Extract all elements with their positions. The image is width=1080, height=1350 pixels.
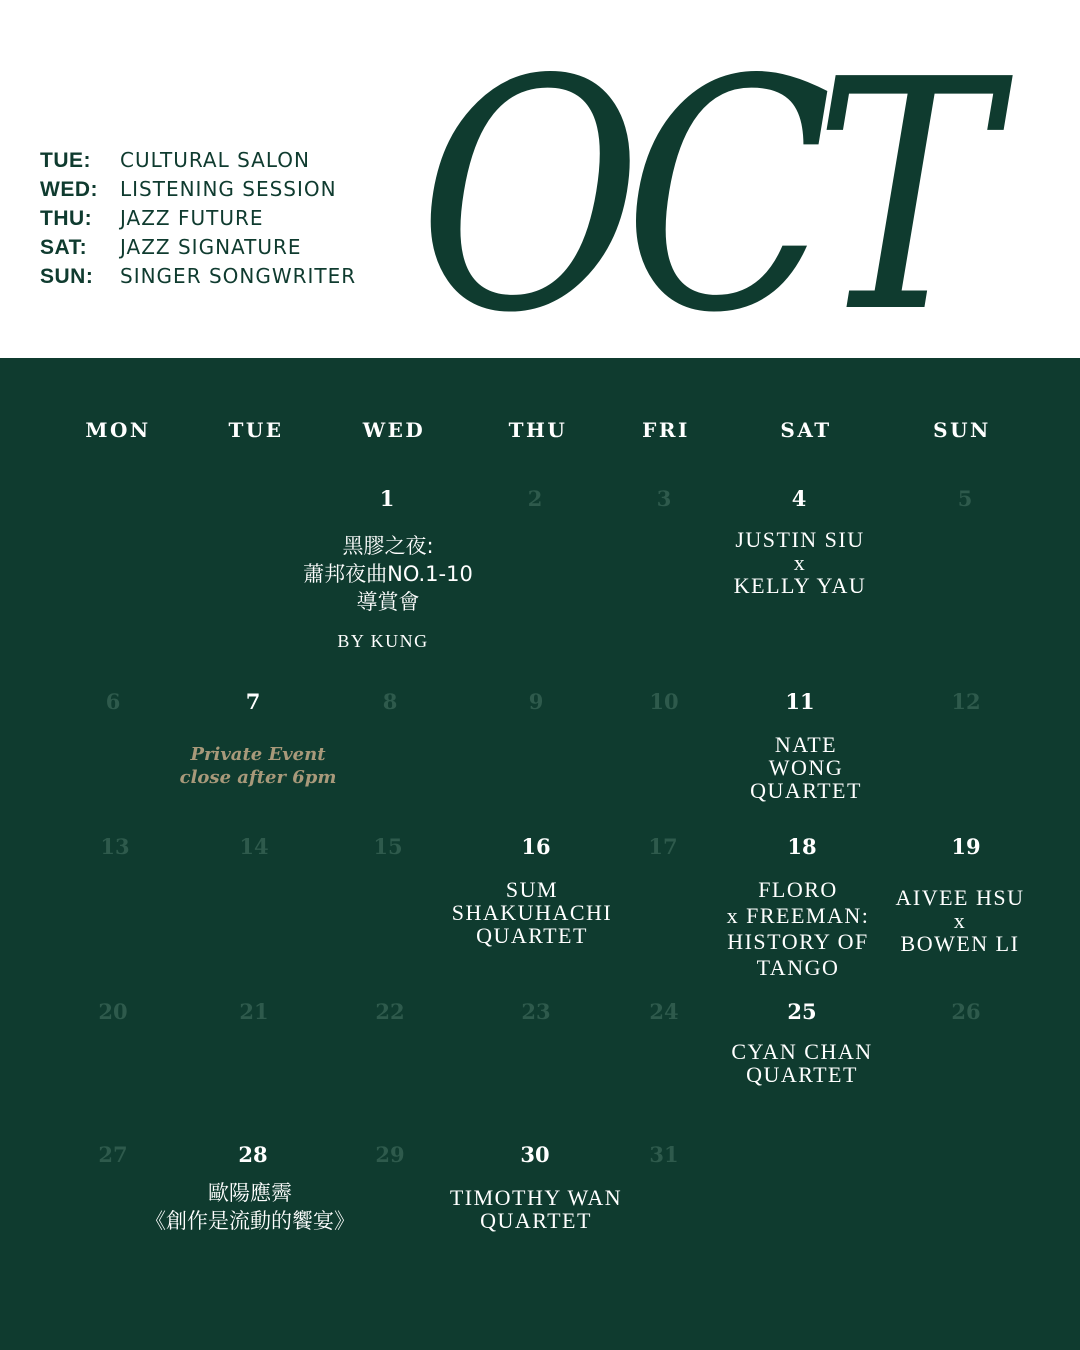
date-oct-2: 2 <box>527 486 543 511</box>
date-oct-4: 4 <box>791 486 807 511</box>
event-oct-19: AIVEE HSU x BOWEN LI <box>895 885 1025 956</box>
legend-day: SUN: <box>40 265 94 288</box>
date-oct-29: 29 <box>375 1142 405 1167</box>
weekday-sun: SUN <box>933 418 991 442</box>
event-oct-4: JUSTIN SIU x KELLY YAU <box>733 527 867 598</box>
legend-day: THU: <box>40 207 93 230</box>
private-event-note: Private Event close after 6pm <box>179 744 337 788</box>
event-oct-30: TIMOTHY WAN QUARTET <box>449 1185 623 1233</box>
date-oct-9: 9 <box>528 689 544 714</box>
legend-series-name: JAZZ FUTURE <box>120 206 264 230</box>
event-oct-11: NATE WONG QUARTET <box>750 732 862 803</box>
date-oct-30: 30 <box>520 1142 550 1167</box>
legend-series-name: LISTENING SESSION <box>120 177 337 201</box>
date-oct-20: 20 <box>98 999 128 1024</box>
date-oct-22: 22 <box>375 999 405 1024</box>
date-oct-26: 26 <box>951 999 981 1024</box>
weekday-sat: SAT <box>780 418 832 442</box>
date-oct-17: 17 <box>648 834 678 859</box>
date-oct-8: 8 <box>382 689 398 714</box>
date-oct-3: 3 <box>656 486 672 511</box>
date-oct-15: 15 <box>373 834 403 859</box>
date-oct-21: 21 <box>239 999 269 1024</box>
weekday-wed: WED <box>362 418 426 442</box>
legend-series-name: CULTURAL SALON <box>120 148 310 172</box>
date-oct-25: 25 <box>787 999 817 1024</box>
date-oct-19: 19 <box>951 834 981 859</box>
legend-day: SAT: <box>40 236 88 259</box>
date-oct-24: 24 <box>649 999 679 1024</box>
event-oct-28: 歐陽應霽 《創作是流動的饗宴》 <box>145 1181 355 1233</box>
legend-series-name: JAZZ SIGNATURE <box>120 235 302 259</box>
date-oct-27: 27 <box>98 1142 128 1167</box>
date-oct-18: 18 <box>787 834 817 859</box>
date-oct-11: 11 <box>785 689 815 714</box>
date-oct-7: 7 <box>245 689 261 714</box>
event-oct-25: CYAN CHAN QUARTET <box>731 1039 873 1087</box>
month-title: OCT <box>418 38 978 358</box>
date-oct-5: 5 <box>957 486 973 511</box>
event-oct-1-host: BY KUNG <box>337 631 429 651</box>
legend-series-name: SINGER SONGWRITER <box>120 264 357 288</box>
event-oct-16: SUM SHAKUHACHI QUARTET <box>451 877 613 948</box>
date-oct-16: 16 <box>521 834 551 859</box>
date-oct-23: 23 <box>521 999 551 1024</box>
date-oct-31: 31 <box>649 1142 679 1167</box>
legend-day: WED: <box>40 178 98 201</box>
date-oct-14: 14 <box>239 834 269 859</box>
weekday-mon: MON <box>85 418 151 442</box>
weekday-fri: FRI <box>642 418 690 442</box>
date-oct-12: 12 <box>951 689 981 714</box>
date-oct-10: 10 <box>649 689 679 714</box>
weekday-thu: THU <box>508 418 568 442</box>
month-heading <box>418 38 1058 358</box>
date-oct-6: 6 <box>105 689 121 714</box>
date-oct-28: 28 <box>238 1142 268 1167</box>
date-oct-13: 13 <box>100 834 130 859</box>
date-oct-1: 1 <box>379 486 395 511</box>
event-oct-1-title: 黑膠之夜: 蕭邦夜曲NO.1-10 導賞會 <box>303 534 473 614</box>
event-oct-18: FLORO x FREEMAN: HISTORY OF TANGO <box>726 877 870 980</box>
weekday-tue: TUE <box>228 418 284 442</box>
legend-day: TUE: <box>40 149 91 172</box>
